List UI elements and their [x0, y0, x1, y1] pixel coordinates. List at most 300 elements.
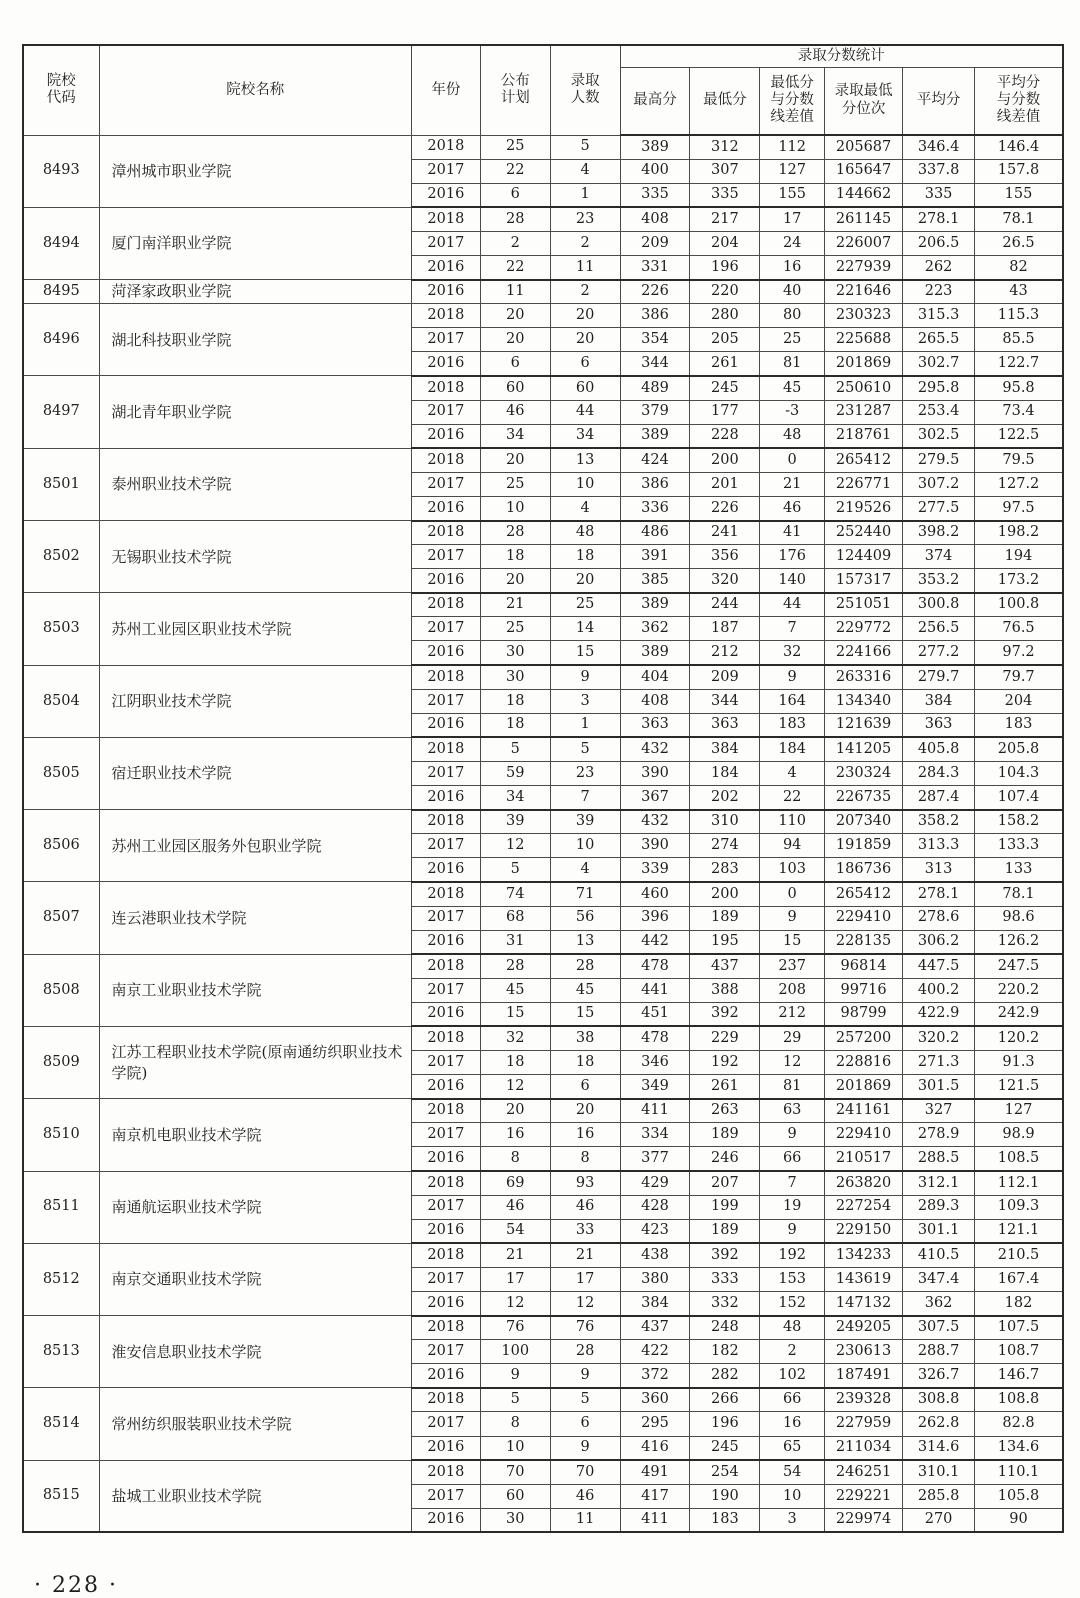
cell-admitted: 15 [550, 641, 620, 665]
cell-plan: 25 [480, 617, 550, 641]
cell-year: 2018 [411, 1316, 480, 1340]
school-code: 8502 [23, 521, 99, 593]
cell-avg-score: 278.1 [903, 882, 975, 906]
header-year: 年份 [411, 45, 480, 135]
cell-min-score: 187 [690, 617, 760, 641]
cell-min-diff: 192 [760, 1243, 825, 1267]
cell-admitted: 46 [550, 1484, 620, 1508]
cell-year: 2018 [411, 521, 480, 545]
cell-admitted: 23 [550, 761, 620, 785]
school-code: 8509 [23, 1026, 99, 1098]
cell-min-rank: 147132 [825, 1292, 903, 1316]
cell-plan: 54 [480, 1219, 550, 1243]
school-name: 常州纺织服装职业技术学院 [99, 1388, 411, 1460]
cell-admitted: 10 [550, 472, 620, 496]
cell-min-rank: 218761 [825, 424, 903, 448]
table-row [23, 207, 1063, 231]
cell-min-diff: 140 [760, 569, 825, 593]
header-avg-score: 平均分 [903, 67, 975, 135]
cell-avg-diff: 109.3 [975, 1195, 1063, 1219]
cell-min-score: 189 [690, 1123, 760, 1147]
cell-avg-diff: 78.1 [975, 882, 1063, 906]
cell-admitted: 20 [550, 569, 620, 593]
cell-avg-diff: 76.5 [975, 617, 1063, 641]
cell-year: 2016 [411, 713, 480, 737]
cell-avg-diff: 134.6 [975, 1436, 1063, 1460]
cell-avg-diff: 146.4 [975, 135, 1063, 159]
cell-min-rank: 201869 [825, 1075, 903, 1099]
cell-min-diff: 110 [760, 810, 825, 834]
cell-min-score: 312 [690, 135, 760, 159]
cell-min-rank: 144662 [825, 183, 903, 207]
table-row [23, 954, 1063, 978]
cell-year: 2018 [411, 737, 480, 761]
cell-admitted: 10 [550, 834, 620, 858]
cell-year: 2018 [411, 1460, 480, 1484]
cell-admitted: 76 [550, 1316, 620, 1340]
cell-min-rank: 96814 [825, 954, 903, 978]
cell-min-rank: 229410 [825, 906, 903, 930]
cell-admitted: 13 [550, 930, 620, 954]
cell-avg-score: 270 [903, 1508, 975, 1532]
cell-plan: 12 [480, 1292, 550, 1316]
cell-max-score: 363 [620, 713, 690, 737]
cell-min-score: 195 [690, 930, 760, 954]
cell-avg-diff: 79.7 [975, 665, 1063, 689]
cell-max-score: 390 [620, 761, 690, 785]
cell-year: 2017 [411, 1123, 480, 1147]
cell-avg-score: 362 [903, 1292, 975, 1316]
cell-year: 2017 [411, 906, 480, 930]
cell-max-score: 478 [620, 1026, 690, 1050]
cell-max-score: 331 [620, 255, 690, 279]
cell-avg-diff: 108.8 [975, 1388, 1063, 1412]
cell-min-rank: 246251 [825, 1460, 903, 1484]
cell-min-rank: 225688 [825, 328, 903, 352]
school-code: 8507 [23, 882, 99, 954]
cell-min-score: 254 [690, 1460, 760, 1484]
cell-admitted: 70 [550, 1460, 620, 1484]
cell-admitted: 8 [550, 1147, 620, 1171]
cell-min-rank: 229150 [825, 1219, 903, 1243]
cell-year: 2016 [411, 1508, 480, 1532]
cell-avg-diff: 121.5 [975, 1075, 1063, 1099]
cell-min-score: 332 [690, 1292, 760, 1316]
cell-admitted: 60 [550, 376, 620, 400]
header-stats-group: 录取分数统计 [620, 45, 1063, 67]
cell-max-score: 408 [620, 207, 690, 231]
cell-year: 2016 [411, 183, 480, 207]
cell-avg-diff: 79.5 [975, 448, 1063, 472]
cell-avg-score: 277.5 [903, 496, 975, 520]
cell-min-diff: 24 [760, 231, 825, 255]
header-admitted: 录取 人数 [550, 45, 620, 135]
table-row [23, 135, 1063, 159]
cell-plan: 32 [480, 1026, 550, 1050]
cell-min-rank: 226771 [825, 472, 903, 496]
cell-max-score: 362 [620, 617, 690, 641]
cell-min-diff: 10 [760, 1484, 825, 1508]
cell-min-score: 177 [690, 400, 760, 424]
cell-min-score: 266 [690, 1388, 760, 1412]
cell-max-score: 451 [620, 1002, 690, 1026]
cell-year: 2016 [411, 930, 480, 954]
cell-min-rank: 227959 [825, 1412, 903, 1436]
cell-min-rank: 134340 [825, 689, 903, 713]
cell-max-score: 389 [620, 593, 690, 617]
cell-max-score: 295 [620, 1412, 690, 1436]
cell-avg-score: 405.8 [903, 737, 975, 761]
cell-max-score: 478 [620, 954, 690, 978]
header-min-diff: 最低分 与分数 线差值 [760, 67, 825, 135]
table-body [23, 135, 1063, 1532]
cell-year: 2016 [411, 424, 480, 448]
cell-min-diff: 16 [760, 255, 825, 279]
header-max-score: 最高分 [620, 67, 690, 135]
cell-min-score: 392 [690, 1002, 760, 1026]
school-code: 8515 [23, 1460, 99, 1532]
cell-min-score: 335 [690, 183, 760, 207]
table-row [23, 521, 1063, 545]
cell-min-score: 261 [690, 1075, 760, 1099]
cell-avg-score: 278.6 [903, 906, 975, 930]
cell-admitted: 6 [550, 352, 620, 376]
cell-admitted: 23 [550, 207, 620, 231]
cell-plan: 28 [480, 521, 550, 545]
cell-avg-diff: 133.3 [975, 834, 1063, 858]
cell-max-score: 339 [620, 858, 690, 882]
cell-min-rank: 201869 [825, 352, 903, 376]
cell-min-score: 245 [690, 376, 760, 400]
cell-avg-diff: 110.1 [975, 1460, 1063, 1484]
cell-admitted: 9 [550, 1364, 620, 1388]
cell-min-diff: 29 [760, 1026, 825, 1050]
cell-plan: 11 [480, 280, 550, 304]
cell-min-rank: 134233 [825, 1243, 903, 1267]
cell-min-rank: 98799 [825, 1002, 903, 1026]
cell-avg-diff: 126.2 [975, 930, 1063, 954]
cell-min-diff: 164 [760, 689, 825, 713]
cell-min-diff: 16 [760, 1412, 825, 1436]
cell-avg-score: 306.2 [903, 930, 975, 954]
cell-min-diff: 66 [760, 1147, 825, 1171]
cell-admitted: 28 [550, 954, 620, 978]
cell-min-score: 190 [690, 1484, 760, 1508]
cell-year: 2017 [411, 1340, 480, 1364]
cell-admitted: 34 [550, 424, 620, 448]
cell-avg-diff: 205.8 [975, 737, 1063, 761]
cell-max-score: 335 [620, 183, 690, 207]
header-name: 院校名称 [99, 45, 411, 135]
cell-plan: 28 [480, 207, 550, 231]
table-row [23, 1099, 1063, 1123]
cell-plan: 9 [480, 1364, 550, 1388]
school-name: 南通航运职业技术学院 [99, 1171, 411, 1243]
cell-year: 2017 [411, 545, 480, 569]
cell-avg-score: 410.5 [903, 1243, 975, 1267]
cell-max-score: 209 [620, 231, 690, 255]
cell-avg-diff: 173.2 [975, 569, 1063, 593]
cell-avg-score: 284.3 [903, 761, 975, 785]
cell-min-score: 307 [690, 159, 760, 183]
cell-avg-diff: 220.2 [975, 978, 1063, 1002]
header-code: 院校 代码 [23, 45, 99, 135]
cell-avg-score: 353.2 [903, 569, 975, 593]
cell-avg-diff: 122.5 [975, 424, 1063, 448]
cell-plan: 5 [480, 1388, 550, 1412]
cell-min-rank: 265412 [825, 882, 903, 906]
cell-min-diff: 25 [760, 328, 825, 352]
cell-min-score: 384 [690, 737, 760, 761]
cell-avg-score: 374 [903, 545, 975, 569]
cell-plan: 20 [480, 1099, 550, 1123]
cell-min-diff: 46 [760, 496, 825, 520]
school-name: 漳州城市职业学院 [99, 135, 411, 207]
cell-max-score: 400 [620, 159, 690, 183]
cell-min-rank: 141205 [825, 737, 903, 761]
cell-min-diff: 81 [760, 1075, 825, 1099]
cell-min-rank: 261145 [825, 207, 903, 231]
cell-year: 2018 [411, 376, 480, 400]
cell-min-rank: 263316 [825, 665, 903, 689]
table-row [23, 280, 1063, 304]
cell-max-score: 486 [620, 521, 690, 545]
cell-avg-score: 335 [903, 183, 975, 207]
cell-admitted: 2 [550, 280, 620, 304]
cell-min-rank: 229772 [825, 617, 903, 641]
cell-plan: 22 [480, 159, 550, 183]
cell-admitted: 17 [550, 1267, 620, 1291]
cell-min-diff: 7 [760, 617, 825, 641]
cell-avg-score: 307.2 [903, 472, 975, 496]
cell-avg-score: 279.5 [903, 448, 975, 472]
cell-min-diff: 0 [760, 882, 825, 906]
cell-max-score: 344 [620, 352, 690, 376]
cell-min-rank: 219526 [825, 496, 903, 520]
cell-max-score: 334 [620, 1123, 690, 1147]
cell-min-score: 183 [690, 1508, 760, 1532]
cell-min-score: 200 [690, 448, 760, 472]
cell-min-rank: 228135 [825, 930, 903, 954]
cell-year: 2018 [411, 1171, 480, 1195]
cell-plan: 46 [480, 1195, 550, 1219]
cell-admitted: 9 [550, 1436, 620, 1460]
cell-avg-diff: 210.5 [975, 1243, 1063, 1267]
cell-admitted: 21 [550, 1243, 620, 1267]
cell-plan: 30 [480, 641, 550, 665]
school-code: 8496 [23, 304, 99, 376]
cell-min-rank: 230324 [825, 761, 903, 785]
school-code: 8511 [23, 1171, 99, 1243]
cell-min-score: 392 [690, 1243, 760, 1267]
table-row [23, 376, 1063, 400]
cell-min-diff: 32 [760, 641, 825, 665]
table-row [23, 593, 1063, 617]
cell-avg-score: 206.5 [903, 231, 975, 255]
cell-max-score: 424 [620, 448, 690, 472]
cell-avg-score: 277.2 [903, 641, 975, 665]
cell-min-diff: 41 [760, 521, 825, 545]
cell-max-score: 380 [620, 1267, 690, 1291]
cell-min-diff: 21 [760, 472, 825, 496]
cell-plan: 20 [480, 304, 550, 328]
cell-min-score: 246 [690, 1147, 760, 1171]
cell-plan: 34 [480, 786, 550, 810]
cell-avg-score: 285.8 [903, 1484, 975, 1508]
cell-min-rank: 221646 [825, 280, 903, 304]
cell-admitted: 56 [550, 906, 620, 930]
cell-avg-score: 302.7 [903, 352, 975, 376]
cell-min-diff: 237 [760, 954, 825, 978]
cell-admitted: 28 [550, 1340, 620, 1364]
school-name: 湖北科技职业学院 [99, 304, 411, 376]
cell-plan: 22 [480, 255, 550, 279]
cell-min-diff: 127 [760, 159, 825, 183]
table-header [23, 45, 1063, 135]
cell-avg-score: 262 [903, 255, 975, 279]
cell-min-diff: 102 [760, 1364, 825, 1388]
cell-admitted: 14 [550, 617, 620, 641]
cell-plan: 12 [480, 1075, 550, 1099]
cell-plan: 68 [480, 906, 550, 930]
cell-avg-score: 300.8 [903, 593, 975, 617]
cell-avg-score: 262.8 [903, 1412, 975, 1436]
table-row [23, 1171, 1063, 1195]
cell-avg-score: 326.7 [903, 1364, 975, 1388]
cell-avg-diff: 78.1 [975, 207, 1063, 231]
cell-avg-score: 422.9 [903, 1002, 975, 1026]
cell-min-score: 274 [690, 834, 760, 858]
cell-min-diff: 40 [760, 280, 825, 304]
school-name: 宿迁职业技术学院 [99, 737, 411, 809]
school-code: 8504 [23, 665, 99, 737]
cell-min-diff: -3 [760, 400, 825, 424]
cell-plan: 20 [480, 328, 550, 352]
cell-avg-score: 288.7 [903, 1340, 975, 1364]
school-code: 8506 [23, 810, 99, 882]
cell-max-score: 346 [620, 1051, 690, 1075]
cell-year: 2016 [411, 1436, 480, 1460]
cell-avg-score: 398.2 [903, 521, 975, 545]
cell-min-diff: 17 [760, 207, 825, 231]
cell-avg-diff: 43 [975, 280, 1063, 304]
cell-year: 2017 [411, 400, 480, 424]
cell-admitted: 71 [550, 882, 620, 906]
cell-year: 2018 [411, 1026, 480, 1050]
cell-min-diff: 81 [760, 352, 825, 376]
cell-avg-diff: 194 [975, 545, 1063, 569]
cell-min-score: 189 [690, 1219, 760, 1243]
cell-avg-diff: 100.8 [975, 593, 1063, 617]
cell-min-rank: 229221 [825, 1484, 903, 1508]
cell-admitted: 45 [550, 978, 620, 1002]
cell-admitted: 5 [550, 737, 620, 761]
cell-min-diff: 4 [760, 761, 825, 785]
cell-min-diff: 80 [760, 304, 825, 328]
cell-min-rank: 226735 [825, 786, 903, 810]
cell-max-score: 404 [620, 665, 690, 689]
cell-min-diff: 54 [760, 1460, 825, 1484]
cell-min-rank: 257200 [825, 1026, 903, 1050]
cell-max-score: 432 [620, 737, 690, 761]
cell-plan: 15 [480, 1002, 550, 1026]
cell-avg-diff: 182 [975, 1292, 1063, 1316]
cell-year: 2018 [411, 135, 480, 159]
cell-min-rank: 230323 [825, 304, 903, 328]
cell-plan: 21 [480, 1243, 550, 1267]
cell-avg-score: 307.5 [903, 1316, 975, 1340]
cell-avg-diff: 204 [975, 689, 1063, 713]
cell-min-rank: 250610 [825, 376, 903, 400]
cell-plan: 20 [480, 569, 550, 593]
cell-year: 2018 [411, 1099, 480, 1123]
cell-min-score: 280 [690, 304, 760, 328]
cell-min-rank: 229974 [825, 1508, 903, 1532]
cell-avg-score: 279.7 [903, 665, 975, 689]
cell-year: 2017 [411, 1267, 480, 1291]
cell-max-score: 367 [620, 786, 690, 810]
cell-min-score: 245 [690, 1436, 760, 1460]
cell-year: 2018 [411, 593, 480, 617]
cell-plan: 18 [480, 689, 550, 713]
cell-min-rank: 227939 [825, 255, 903, 279]
cell-avg-diff: 115.3 [975, 304, 1063, 328]
cell-admitted: 39 [550, 810, 620, 834]
cell-avg-diff: 90 [975, 1508, 1063, 1532]
cell-max-score: 389 [620, 424, 690, 448]
cell-min-rank: 186736 [825, 858, 903, 882]
cell-min-diff: 3 [760, 1508, 825, 1532]
cell-min-diff: 94 [760, 834, 825, 858]
cell-min-diff: 45 [760, 376, 825, 400]
cell-max-score: 423 [620, 1219, 690, 1243]
cell-year: 2017 [411, 1484, 480, 1508]
cell-year: 2016 [411, 280, 480, 304]
cell-max-score: 386 [620, 304, 690, 328]
cell-min-score: 344 [690, 689, 760, 713]
cell-avg-diff: 157.8 [975, 159, 1063, 183]
cell-plan: 8 [480, 1147, 550, 1171]
cell-min-score: 217 [690, 207, 760, 231]
cell-admitted: 15 [550, 1002, 620, 1026]
cell-admitted: 25 [550, 593, 620, 617]
cell-avg-diff: 107.4 [975, 786, 1063, 810]
cell-min-diff: 7 [760, 1171, 825, 1195]
cell-max-score: 441 [620, 978, 690, 1002]
cell-min-diff: 12 [760, 1051, 825, 1075]
cell-avg-score: 301.1 [903, 1219, 975, 1243]
cell-min-score: 196 [690, 1412, 760, 1436]
school-name: 厦门南洋职业学院 [99, 207, 411, 279]
cell-year: 2017 [411, 231, 480, 255]
cell-year: 2016 [411, 1219, 480, 1243]
cell-min-diff: 152 [760, 1292, 825, 1316]
school-code: 8503 [23, 593, 99, 665]
cell-avg-diff: 112.1 [975, 1171, 1063, 1195]
cell-min-rank: 228816 [825, 1051, 903, 1075]
cell-year: 2017 [411, 472, 480, 496]
cell-year: 2016 [411, 1075, 480, 1099]
cell-min-diff: 153 [760, 1267, 825, 1291]
cell-min-score: 182 [690, 1340, 760, 1364]
cell-avg-diff: 158.2 [975, 810, 1063, 834]
cell-avg-score: 256.5 [903, 617, 975, 641]
cell-max-score: 349 [620, 1075, 690, 1099]
cell-plan: 5 [480, 858, 550, 882]
school-code: 8495 [23, 280, 99, 304]
cell-plan: 16 [480, 1123, 550, 1147]
cell-plan: 20 [480, 448, 550, 472]
